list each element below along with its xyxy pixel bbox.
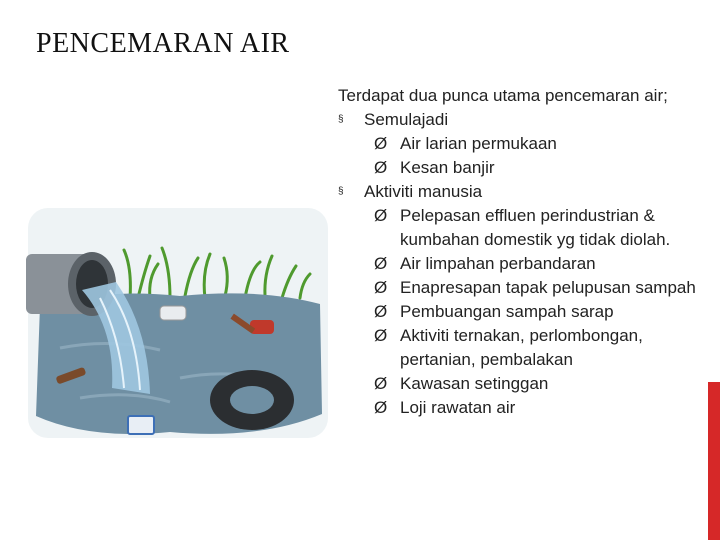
list-item: Ø Air limpahan perbandaran [338, 252, 700, 276]
arrow-bullet-icon: Ø [374, 374, 388, 393]
list-item: Ø Pelepasan effluen perindustrian & kumbahan domestik yg tidak diolah. [338, 204, 700, 252]
list-item: Ø Loji rawatan air [338, 396, 700, 420]
list-item: Ø Pembuangan sampah sarap [338, 300, 700, 324]
list-item: Ø Kesan banjir [338, 156, 700, 180]
arrow-bullet-icon: Ø [374, 254, 388, 273]
group-natural [338, 108, 700, 132]
accent-bar [708, 382, 720, 540]
arrow-bullet-icon: Ø [374, 206, 388, 225]
can-icon [160, 306, 186, 320]
group-label: Aktiviti manusia [364, 182, 483, 201]
intro-text: Terdapat dua punca utama pencemaran air; [338, 86, 668, 105]
milk-carton-icon [128, 416, 154, 434]
arrow-bullet-icon: Ø [374, 398, 388, 417]
list-item: Ø Kawasan setinggan [338, 372, 700, 396]
arrow-bullet-icon: Ø [374, 302, 388, 321]
bullet-square-icon: § [338, 114, 344, 125]
list-item: Ø Aktiviti ternakan, perlombongan, pertanian, pembalakan [338, 324, 700, 372]
list-item: Ø Enapresapan tapak pelupusan sampah [338, 276, 700, 300]
bullet-square-icon: § [338, 186, 344, 197]
arrow-bullet-icon: Ø [374, 134, 388, 153]
group-human [338, 180, 700, 204]
water-pollution-illustration [20, 178, 338, 460]
arrow-bullet-icon: Ø [374, 326, 388, 345]
tire-icon [210, 370, 294, 430]
arrow-bullet-icon: Ø [374, 158, 388, 177]
group-label: Semulajadi [364, 110, 449, 129]
list-item: Ø Air larian permukaan [338, 132, 700, 156]
arrow-bullet-icon: Ø [374, 278, 388, 297]
bullet-content [338, 84, 700, 420]
can-icon [250, 320, 274, 334]
slide-title: PENCEMARAN AIR [36, 28, 290, 59]
